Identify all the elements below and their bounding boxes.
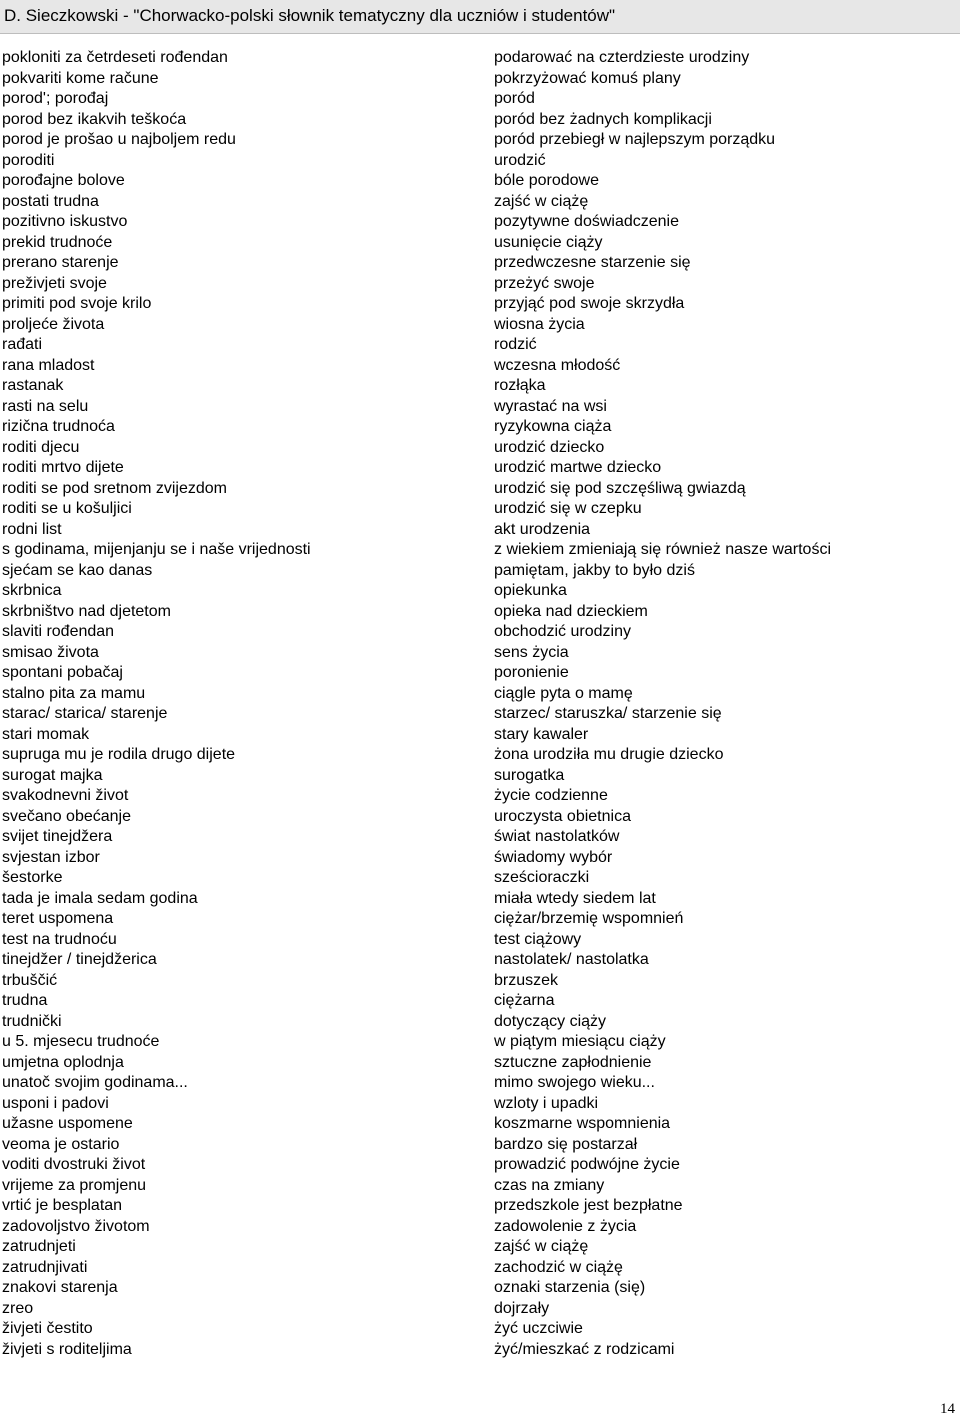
polish-translation: poronienie xyxy=(494,664,569,681)
polish-translation: poród przebiegł w najlepszym porządku xyxy=(494,131,776,148)
croatian-term: zreo xyxy=(2,1299,34,1317)
croatian-term: rasti na selu xyxy=(2,397,89,415)
polish-translation: podarować na czterdzieste urodziny xyxy=(494,49,750,66)
croatian-term: slaviti rođendan xyxy=(2,623,115,640)
croatian-term: preživjeti svoje xyxy=(2,274,107,292)
page-header xyxy=(0,0,960,34)
croatian-term: roditi se pod sretnom zvijezdom xyxy=(2,479,227,497)
polish-translation: wyrastać na wsi xyxy=(494,397,607,415)
polish-translation: dojrzały xyxy=(494,1299,550,1317)
polish-translation: żona urodziła mu drugie dziecko xyxy=(494,746,724,763)
croatian-term: test na trudnoću xyxy=(2,930,117,948)
polish-translation: przyjąć pod swoje skrzydła xyxy=(494,295,685,312)
croatian-term: poroditi xyxy=(2,151,55,169)
page-number: 14 xyxy=(940,1401,955,1417)
polish-translation: czas na zmiany xyxy=(494,1176,605,1194)
croatian-term: skrbnica xyxy=(2,582,62,599)
croatian-term: smisao života xyxy=(2,643,99,661)
polish-translation: mimo swojego wieku... xyxy=(494,1074,655,1091)
croatian-term: porođajne bolove xyxy=(2,172,125,189)
croatian-term: stari momak xyxy=(2,725,90,743)
croatian-term: vrtić je besplatan xyxy=(2,1197,123,1214)
croatian-term: živjeti čestito xyxy=(2,1320,93,1337)
polish-translation: uroczysta obietnica xyxy=(494,807,631,825)
croatian-term: trudnički xyxy=(2,1012,62,1030)
polish-translation: ryzykowna ciąża xyxy=(494,418,612,435)
croatian-term: proljeće života xyxy=(2,315,105,333)
polish-translation: przedwczesne starzenie się xyxy=(494,254,691,271)
croatian-term: svijet tinejdžera xyxy=(2,828,113,845)
croatian-term: tada je imala sedam godina xyxy=(2,889,198,907)
polish-translation: koszmarne wspomnienia xyxy=(494,1115,671,1132)
croatian-term: rana mladost xyxy=(2,356,95,374)
croatian-term: veoma je ostario xyxy=(2,1135,120,1153)
croatian-term: prekid trudnoće xyxy=(2,233,113,251)
croatian-term: pokloniti za četrdeseti rođendan xyxy=(2,49,228,66)
polish-translation: ciągle pyta o mamę xyxy=(494,684,633,702)
polish-translation: bóle porodowe xyxy=(494,172,599,189)
croatian-term: živjeti s roditeljima xyxy=(2,1340,132,1358)
croatian-term: pozitivno iskustvo xyxy=(2,213,128,230)
polish-translation: urodzić się w czepku xyxy=(494,500,642,517)
croatian-term: skrbništvo nad djetetom xyxy=(2,602,171,620)
croatian-term: trudna xyxy=(2,992,48,1009)
croatian-term: usponi i padovi xyxy=(2,1094,109,1112)
croatian-term: rodni list xyxy=(2,520,62,538)
polish-translation: sztuczne zapłodnienie xyxy=(494,1053,652,1071)
polish-translation: wiosna życia xyxy=(494,315,585,333)
polish-translation: żyć uczciwie xyxy=(494,1320,583,1337)
polish-translation: ciężarna xyxy=(494,992,555,1009)
polish-translation: zajść w ciążę xyxy=(494,1238,589,1255)
croatian-column xyxy=(2,48,311,1360)
polish-translation: życie codzienne xyxy=(494,787,608,804)
polish-translation: rozłąka xyxy=(494,377,546,394)
polish-translation: starzec/ staruszka/ starzenie się xyxy=(494,705,722,722)
polish-translation: ciężar/brzemię wspomnień xyxy=(494,910,684,927)
polish-translation: urodzić się pod szczęśliwą gwiazdą xyxy=(494,479,746,497)
polish-translation: z wiekiem zmieniają się również nasze wartości xyxy=(494,541,832,558)
polish-translation: stary kawaler xyxy=(494,725,589,743)
polish-translation: świadomy wybór xyxy=(494,848,613,866)
polish-translation: dotyczący ciąży xyxy=(494,1012,607,1030)
polish-translation: zachodzić w ciążę xyxy=(494,1258,623,1276)
croatian-term: zadovoljstvo životom xyxy=(2,1217,150,1235)
polish-translation: zadowolenie z życia xyxy=(494,1217,637,1235)
polish-translation: sens życia xyxy=(494,643,569,661)
croatian-term: roditi se u košuljici xyxy=(2,500,132,517)
croatian-term: unatoč svojim godinama... xyxy=(2,1074,188,1091)
croatian-term: šestorke xyxy=(2,869,63,886)
polish-translation: pokrzyżować komuś plany xyxy=(494,69,681,87)
polish-translation: brzuszek xyxy=(494,971,559,989)
polish-translation: nastolatek/ nastolatka xyxy=(494,951,649,968)
polish-translation: opieka nad dzieckiem xyxy=(494,602,648,620)
croatian-term: svečano obećanje xyxy=(2,807,131,825)
polish-translation: wczesna młodość xyxy=(494,356,621,374)
croatian-term: roditi djecu xyxy=(2,438,80,456)
croatian-term: spontani pobačaj xyxy=(2,664,123,681)
polish-translation: urodzić xyxy=(494,151,546,169)
polish-translation: urodzić dziecko xyxy=(494,438,605,456)
polish-translation: test ciążowy xyxy=(494,930,582,948)
croatian-term: starac/ starica/ starenje xyxy=(2,705,168,722)
polish-translation: przeżyć swoje xyxy=(494,274,595,292)
croatian-term: zatrudnjeti xyxy=(2,1238,76,1255)
polish-translation: opiekunka xyxy=(494,582,567,599)
polish-translation: przedszkole jest bezpłatne xyxy=(494,1197,683,1214)
polish-translation: żyć/mieszkać z rodzicami xyxy=(494,1340,675,1358)
croatian-term: svakodnevni život xyxy=(2,787,129,804)
croatian-term: porod je prošao u najboljem redu xyxy=(2,131,236,148)
croatian-term: prerano starenje xyxy=(2,254,119,271)
polish-translation: zajść w ciążę xyxy=(494,192,589,210)
croatian-term: vrijeme za promjenu xyxy=(2,1176,147,1194)
croatian-term: umjetna oplodnja xyxy=(2,1053,124,1071)
polish-translation: rodzić xyxy=(494,336,537,353)
polish-translation: wzloty i upadki xyxy=(494,1094,599,1112)
polish-translation: usunięcie ciąży xyxy=(494,233,603,251)
croatian-term: tinejdžer / tinejdžerica xyxy=(2,951,157,968)
croatian-term: rađati xyxy=(2,336,43,353)
polish-translation: poród bez żadnych komplikacji xyxy=(494,110,712,128)
croatian-term: rastanak xyxy=(2,377,64,394)
croatian-term: sjećam se kao danas xyxy=(2,561,153,579)
croatian-term: porod'; porođaj xyxy=(2,90,109,107)
polish-column xyxy=(494,48,831,1360)
croatian-term: u 5. mjesecu trudnoće xyxy=(2,1033,160,1050)
polish-translation: pamiętam, jakby to było dziś xyxy=(494,561,695,579)
croatian-term: s godinama, mijenjanju se i naše vrijednosti xyxy=(2,541,311,558)
polish-translation: miała wtedy siedem lat xyxy=(494,889,656,907)
polish-translation: sześcioraczki xyxy=(494,869,590,886)
polish-translation: prowadzić podwójne życie xyxy=(494,1156,680,1173)
polish-translation: w piątym miesiącu ciąży xyxy=(494,1033,666,1050)
polish-translation: poród xyxy=(494,90,535,107)
polish-translation: akt urodzenia xyxy=(494,520,591,538)
polish-translation: bardzo się postarzał xyxy=(494,1135,638,1153)
croatian-term: supruga mu je rodila drugo dijete xyxy=(2,746,236,763)
croatian-term: stalno pita za mamu xyxy=(2,684,146,702)
croatian-term: porod bez ikakvih teškoća xyxy=(2,110,187,128)
croatian-term: rizična trudnoća xyxy=(2,418,115,435)
croatian-term: postati trudna xyxy=(2,192,99,210)
polish-translation: surogatka xyxy=(494,766,565,784)
polish-translation: urodzić martwe dziecko xyxy=(494,459,662,476)
polish-translation: świat nastolatków xyxy=(494,828,620,845)
croatian-term: pokvariti kome račune xyxy=(2,69,159,87)
croatian-term: znakovi starenja xyxy=(2,1279,118,1296)
polish-translation: obchodzić urodziny xyxy=(494,623,631,640)
polish-translation: pozytywne doświadczenie xyxy=(494,213,679,230)
croatian-term: primiti pod svoje krilo xyxy=(2,295,152,312)
croatian-term: zatrudnjivati xyxy=(2,1258,88,1276)
croatian-term: teret uspomena xyxy=(2,910,114,927)
croatian-term: voditi dvostruki život xyxy=(2,1156,146,1173)
document-title: D. Sieczkowski - "Chorwacko-polski słownik tematyczny dla uczniów i studentów" xyxy=(4,6,616,25)
croatian-term: roditi mrtvo dijete xyxy=(2,459,124,476)
croatian-term: trbuščić xyxy=(2,971,58,989)
polish-translation: oznaki starzenia (się) xyxy=(494,1279,646,1296)
croatian-term: užasne uspomene xyxy=(2,1115,133,1132)
croatian-term: surogat majka xyxy=(2,766,103,784)
croatian-term: svjestan izbor xyxy=(2,848,100,866)
